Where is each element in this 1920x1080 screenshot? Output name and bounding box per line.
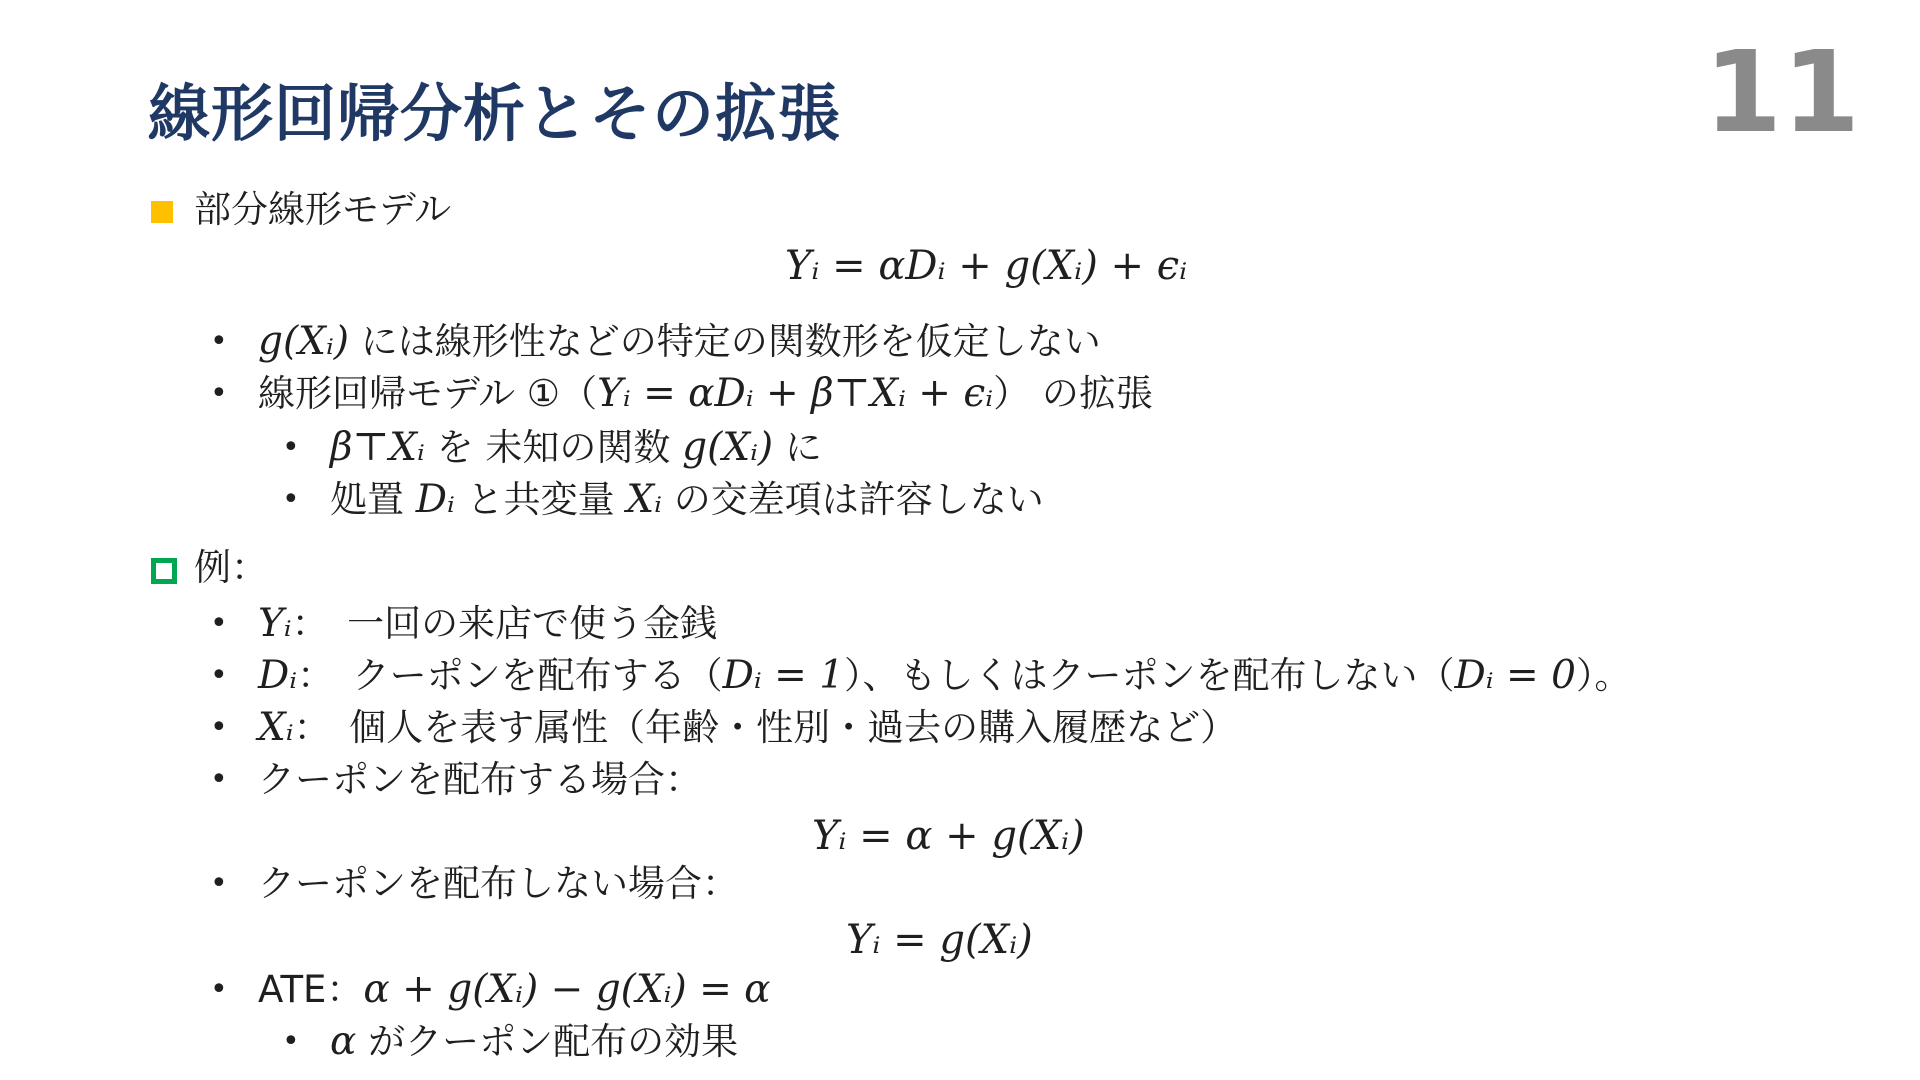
bullet-y-definition: Yᵢ： 一回の来店で使う金銭 xyxy=(258,601,718,646)
sub-bullet-dot: • xyxy=(282,482,300,517)
bullet-x-definition: Xᵢ： 個人を表す属性（年齢・性別・過去の購入履歴など） xyxy=(258,705,1238,750)
bullet-dot: • xyxy=(210,972,228,1007)
bullet-dot: • xyxy=(210,376,228,411)
bullet-gx-assumption: g(Xᵢ) には線形性などの特定の関数形を仮定しない xyxy=(258,319,1101,364)
bullet-linear-extension: 線形回帰モデル ①（Yᵢ = αDᵢ + β⊤Xᵢ + ϵᵢ） の拡張 xyxy=(258,371,1153,416)
section-heading-partial-linear: 部分線形モデル xyxy=(194,188,452,231)
sub-bullet-unknown-function: β⊤Xᵢ を 未知の関数 g(Xᵢ) に xyxy=(330,425,822,470)
bullet-dot: • xyxy=(210,762,228,797)
partial-linear-formula: Yᵢ = αDᵢ + g(Xᵢ) + ϵᵢ xyxy=(785,243,1188,289)
sub-bullet-alpha-effect: α がクーポン配布の効果 xyxy=(330,1019,739,1064)
bullet-coupon-case: クーポンを配布する場合： xyxy=(258,758,702,801)
slide-title: 線形回帰分析とその拡張 xyxy=(148,77,842,150)
page-number: 11 xyxy=(1704,28,1860,158)
yellow-square-marker xyxy=(151,201,173,223)
no-coupon-case-formula: Yᵢ = g(Xᵢ) xyxy=(846,917,1033,963)
green-square-marker xyxy=(151,558,177,584)
bullet-dot: • xyxy=(210,324,228,359)
bullet-no-coupon-case: クーポンを配布しない場合： xyxy=(258,862,739,905)
bullet-dot: • xyxy=(210,710,228,745)
bullet-dot: • xyxy=(210,658,228,693)
coupon-case-formula: Yᵢ = α + g(Xᵢ) xyxy=(812,813,1085,859)
section-heading-example: 例： xyxy=(194,546,268,589)
bullet-ate: ATE：α + g(Xᵢ) − g(Xᵢ) = α xyxy=(258,967,771,1012)
sub-bullet-dot: • xyxy=(282,430,300,465)
bullet-d-definition: Dᵢ： クーポンを配布する（Dᵢ = 1）、もしくはクーポンを配布しない（Dᵢ = 0）。 xyxy=(258,653,1632,698)
bullet-dot: • xyxy=(210,606,228,641)
sub-bullet-no-interaction: 処置 Dᵢ と共変量 Xᵢ の交差項は許容しない xyxy=(330,477,1044,522)
bullet-dot: • xyxy=(210,866,228,901)
sub-bullet-dot: • xyxy=(282,1024,300,1059)
